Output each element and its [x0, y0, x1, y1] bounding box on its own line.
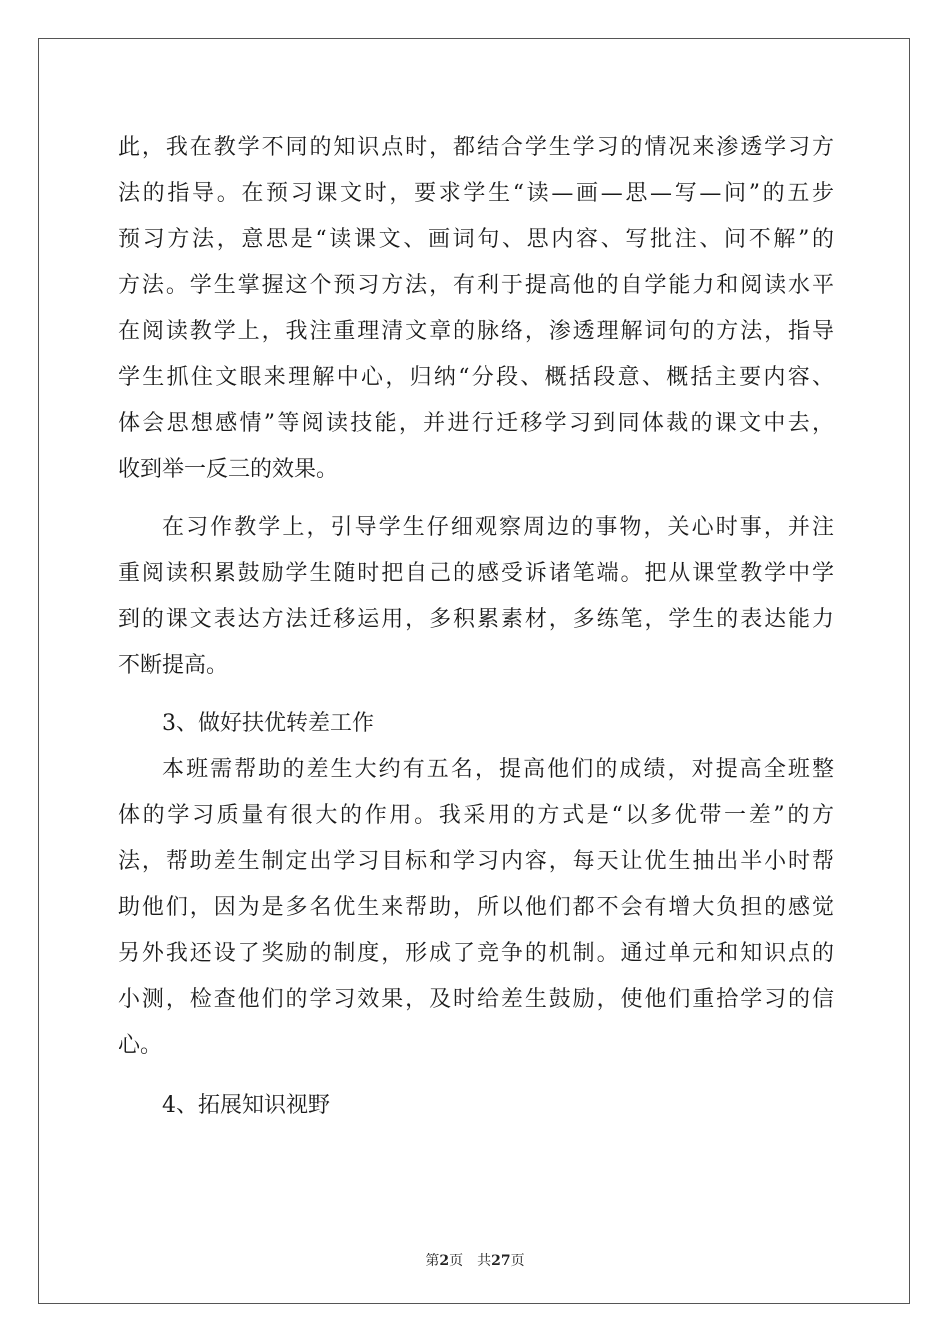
section-heading: 4、拓展知识视野	[162, 1093, 330, 1118]
text-line: 学生抓住文眼来理解中心，归纳“分段、概括段意、概括主要内容、	[118, 365, 834, 390]
text-line: 在习作教学上，引导学生仔细观察周边的事物，关心时事，并注	[162, 515, 834, 540]
footer-total-suffix: 页	[510, 1253, 525, 1269]
text-line: 另外我还设了奖励的制度，形成了竞争的机制。通过单元和知识点的	[118, 941, 834, 966]
text-line: 重阅读积累鼓励学生随时把自己的感受诉诸笔端。把从课堂教学中学	[118, 561, 834, 586]
page-footer	[0, 1250, 950, 1270]
section-heading: 3、做好扶优转差工作	[162, 711, 374, 736]
footer-page-prefix: 第	[425, 1253, 440, 1269]
text-line: 方法。学生掌握这个预习方法，有利于提高他的自学能力和阅读水平	[118, 273, 834, 298]
text-line: 体会思想感情”等阅读技能，并进行迁移学习到同体裁的课文中去，	[118, 411, 834, 436]
text-line: 法，帮助差生制定出学习目标和学习内容，每天让优生抽出半小时帮	[118, 849, 834, 874]
text-line: 收到举一反三的效果。	[118, 457, 339, 482]
footer-total-prefix: 共	[477, 1253, 492, 1269]
text-line: 预习方法，意思是“读课文、画词句、思内容、写批注、问不解”的	[118, 227, 834, 252]
text-line: 心。	[118, 1033, 163, 1058]
document-body	[118, 125, 834, 1129]
footer-total-number: 27	[491, 1253, 511, 1269]
text-line: 本班需帮助的差生大约有五名，提高他们的成绩，对提高全班整	[162, 757, 834, 782]
text-line: 法的指导。在预习课文时，要求学生“读—画—思—写—问”的五步	[118, 181, 834, 206]
text-line: 到的课文表达方法迁移运用，多积累素材，多练笔，学生的表达能力	[118, 607, 834, 632]
text-line: 小测，检查他们的学习效果，及时给差生鼓励，使他们重拾学习的信	[118, 987, 834, 1012]
text-line: 在阅读教学上，我注重理清文章的脉络，渗透理解词句的方法，指导	[118, 319, 834, 344]
text-line: 体的学习质量有很大的作用。我采用的方式是“以多优带一差”的方	[118, 803, 834, 828]
text-line: 助他们，因为是多名优生来帮助，所以他们都不会有增大负担的感觉	[118, 895, 834, 920]
text-line: 此，我在教学不同的知识点时，都结合学生学习的情况来渗透学习方	[118, 135, 834, 160]
footer-page-number: 2	[439, 1253, 450, 1269]
text-line: 不断提高。	[118, 653, 229, 678]
footer-page-suffix: 页	[449, 1253, 464, 1269]
